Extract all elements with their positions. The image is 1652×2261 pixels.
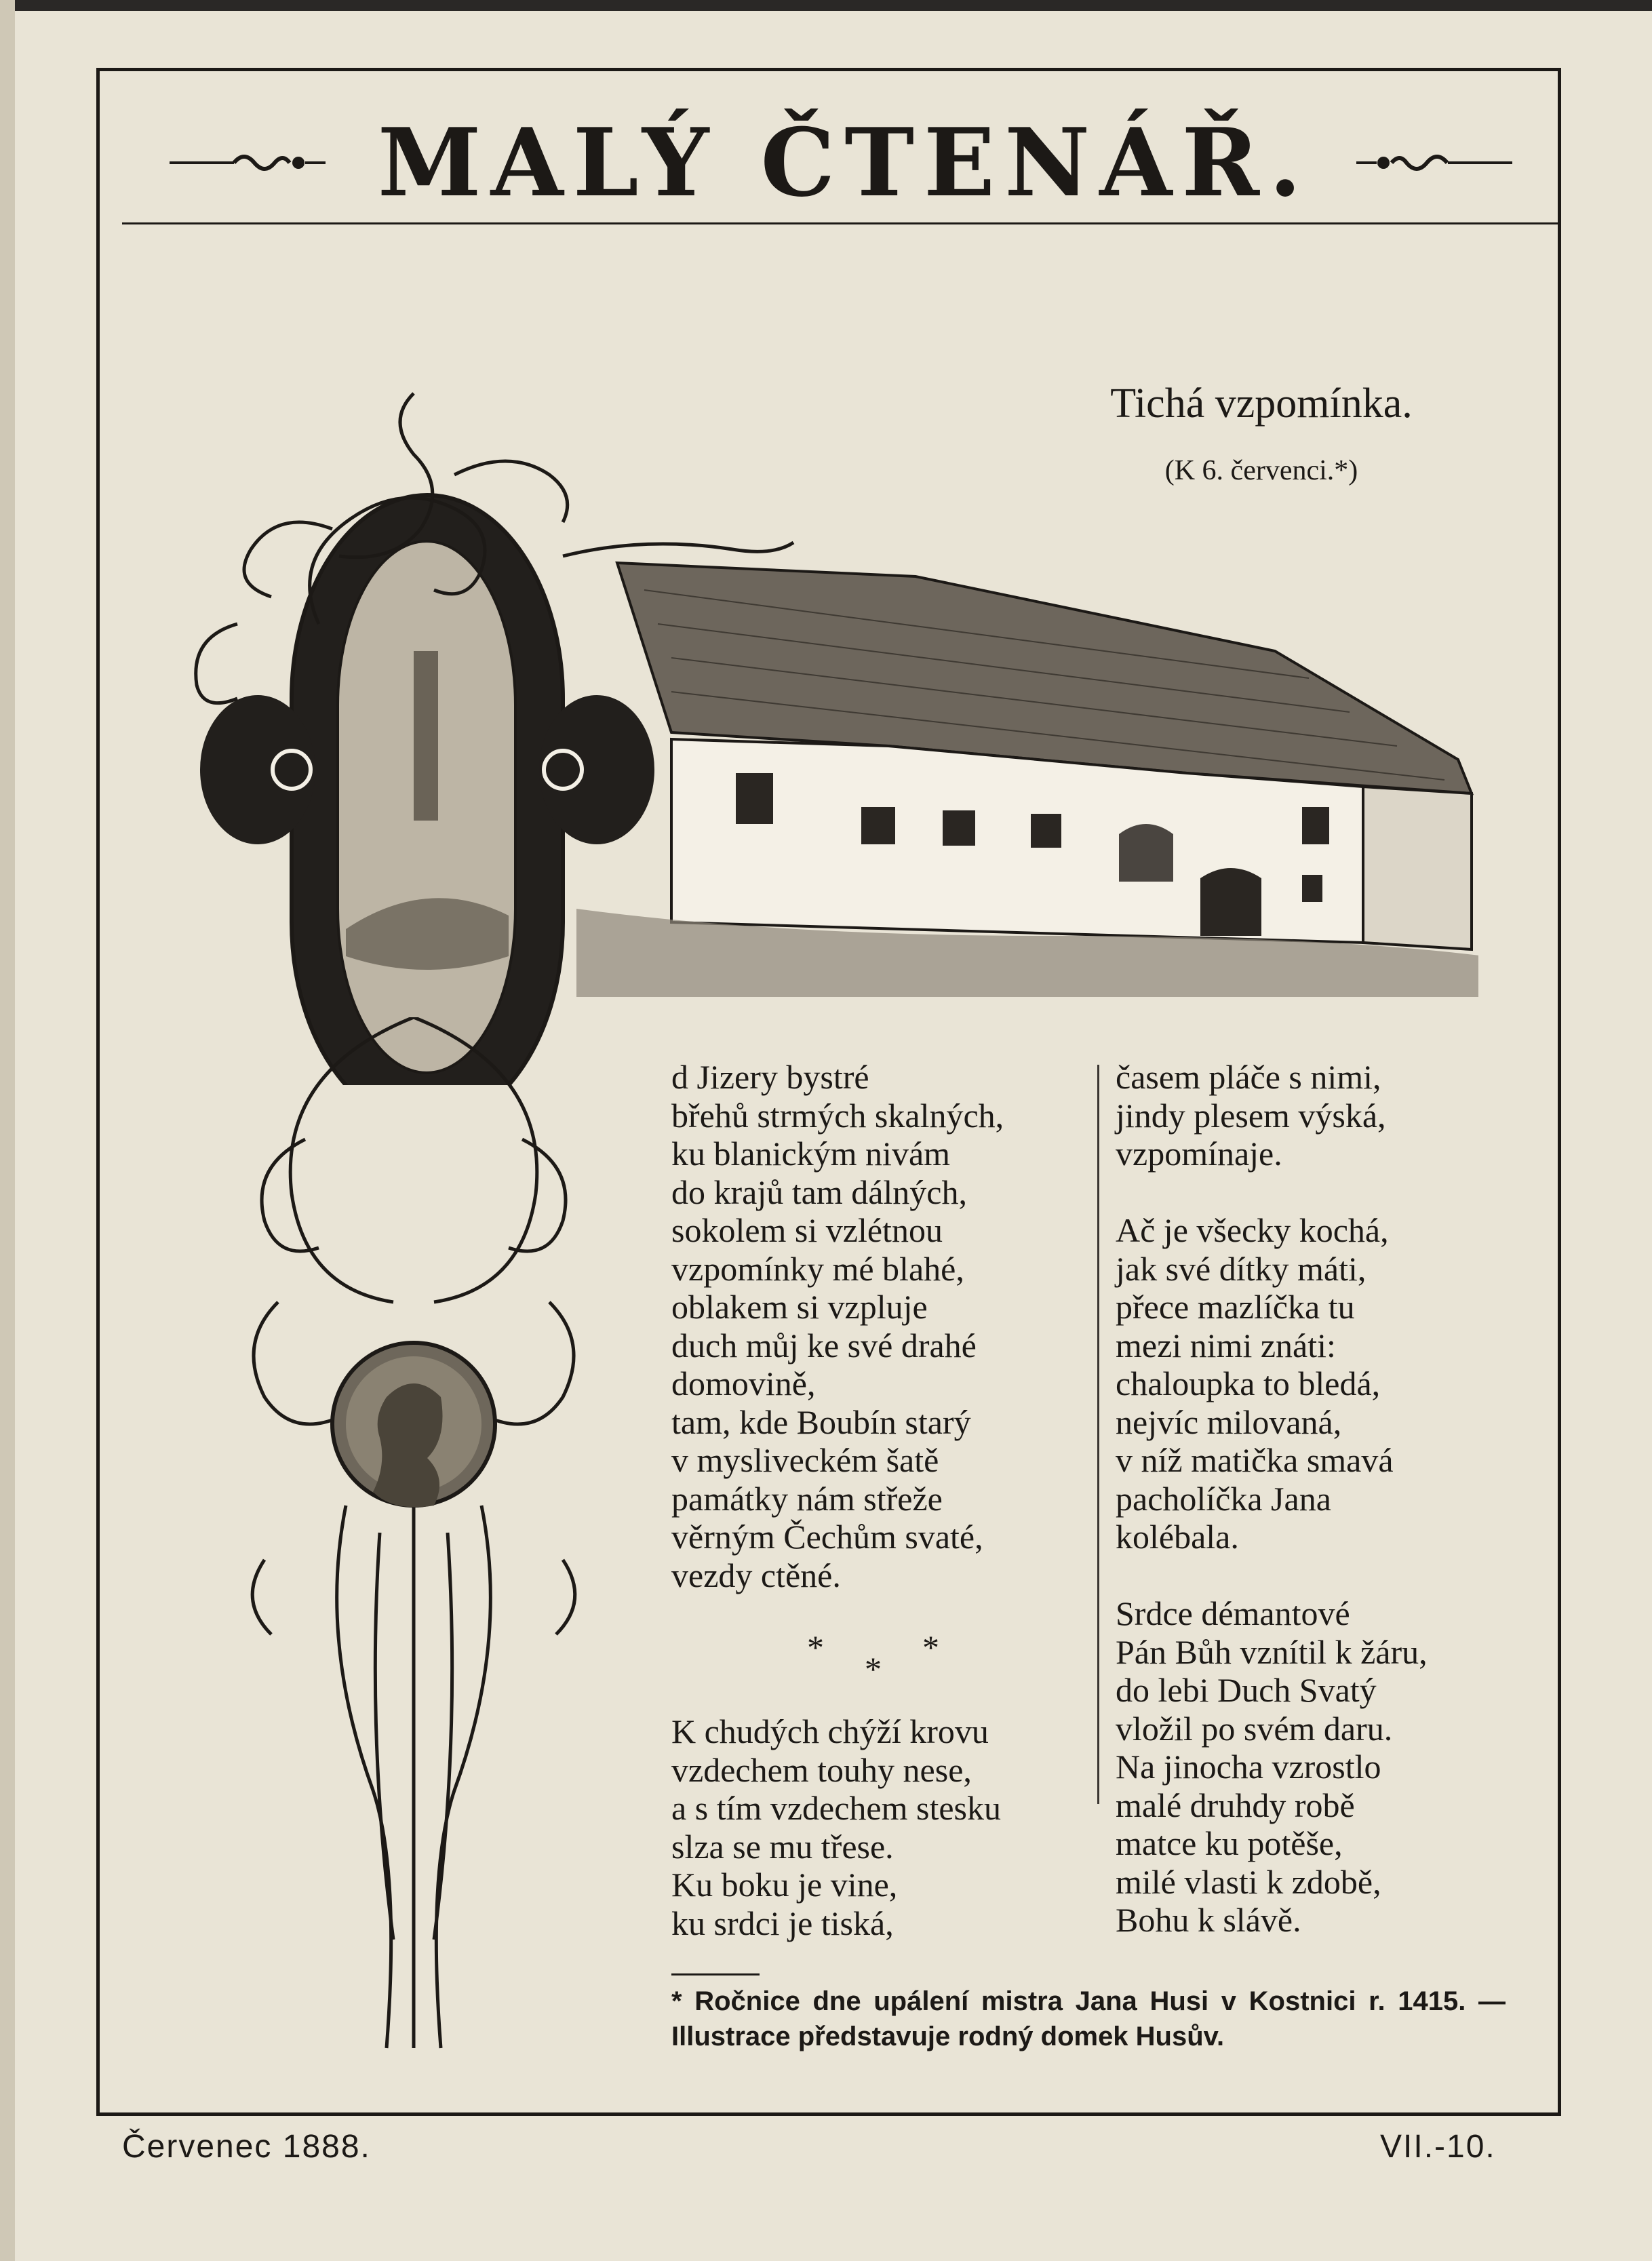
scan-left-edge — [0, 0, 15, 2261]
poem-stanza-1: d Jizery bystré břehů strmých skalných, ku blanickým nivám do krajů tam dálných, sokolem si vzlétnou vzpomínky mé blahé, oblakem si vzpluje duch můj ke své drahé domovině, tam, kde Boubín starý v mysliveckém šatě památky nám střeže věrným Čechům svaté, vezdy ctěné. — [671, 1058, 1004, 1594]
poem-title: Tichá vzpomínka. — [1110, 380, 1413, 427]
masthead — [122, 102, 1560, 217]
scan-top-edge — [0, 0, 1652, 11]
masthead-title: MALÝ ČTENÁŘ. — [377, 107, 1312, 218]
footnote-rule — [671, 1973, 760, 1975]
vertical-ornament-with-portrait — [224, 1017, 604, 2062]
masthead-rule — [122, 222, 1560, 224]
masthead-left-ornament — [170, 149, 326, 176]
footer-issue: VII.-10. — [1380, 2129, 1496, 2165]
separator-star: * — [807, 1628, 824, 1666]
masthead-right-ornament — [1356, 149, 1512, 176]
footer-date: Červenec 1888. — [122, 2129, 371, 2165]
footnote: * Ročnice dne upálení mistra Jana Husi v Kostnici r. 1415. — Illustrace představuje rodný domek Husův. — [671, 1986, 1506, 2051]
poem-subtitle: (K 6. červenci.*) — [1164, 455, 1358, 486]
separator-star: * — [865, 1650, 882, 1688]
birthplace-house-illustration — [156, 271, 1478, 1085]
column-divider — [1097, 1065, 1099, 1804]
separator-star: * — [922, 1628, 939, 1666]
poem-stanza-3: K chudých chýží krovu vzdechem touhy nese, a s tím vzdechem stesku slza se mu třese. Ku boku je vine, ku srdci je tiská, — [671, 1712, 1001, 1942]
poem-column-2: časem pláče s nimi, jindy plesem výská, vzpomínaje. Ač je všecky kochá, jak své dítky máti, přece mazlíčka tu mezi nimi znáti: chaloupka to bledá, nejvíc milovaná, v níž matička smavá pacholíčka Jana kolébala. Srdce démantové Pán Bůh vznítil k žáru, do lebi Duch Svatý vložil po svém daru. Na jinocha vzrostlo malé druhdy robě matce ku potěše, milé vlasti k zdobě, Bohu k slávě. — [1116, 1058, 1428, 1939]
stanza-separator — [780, 1628, 956, 1689]
